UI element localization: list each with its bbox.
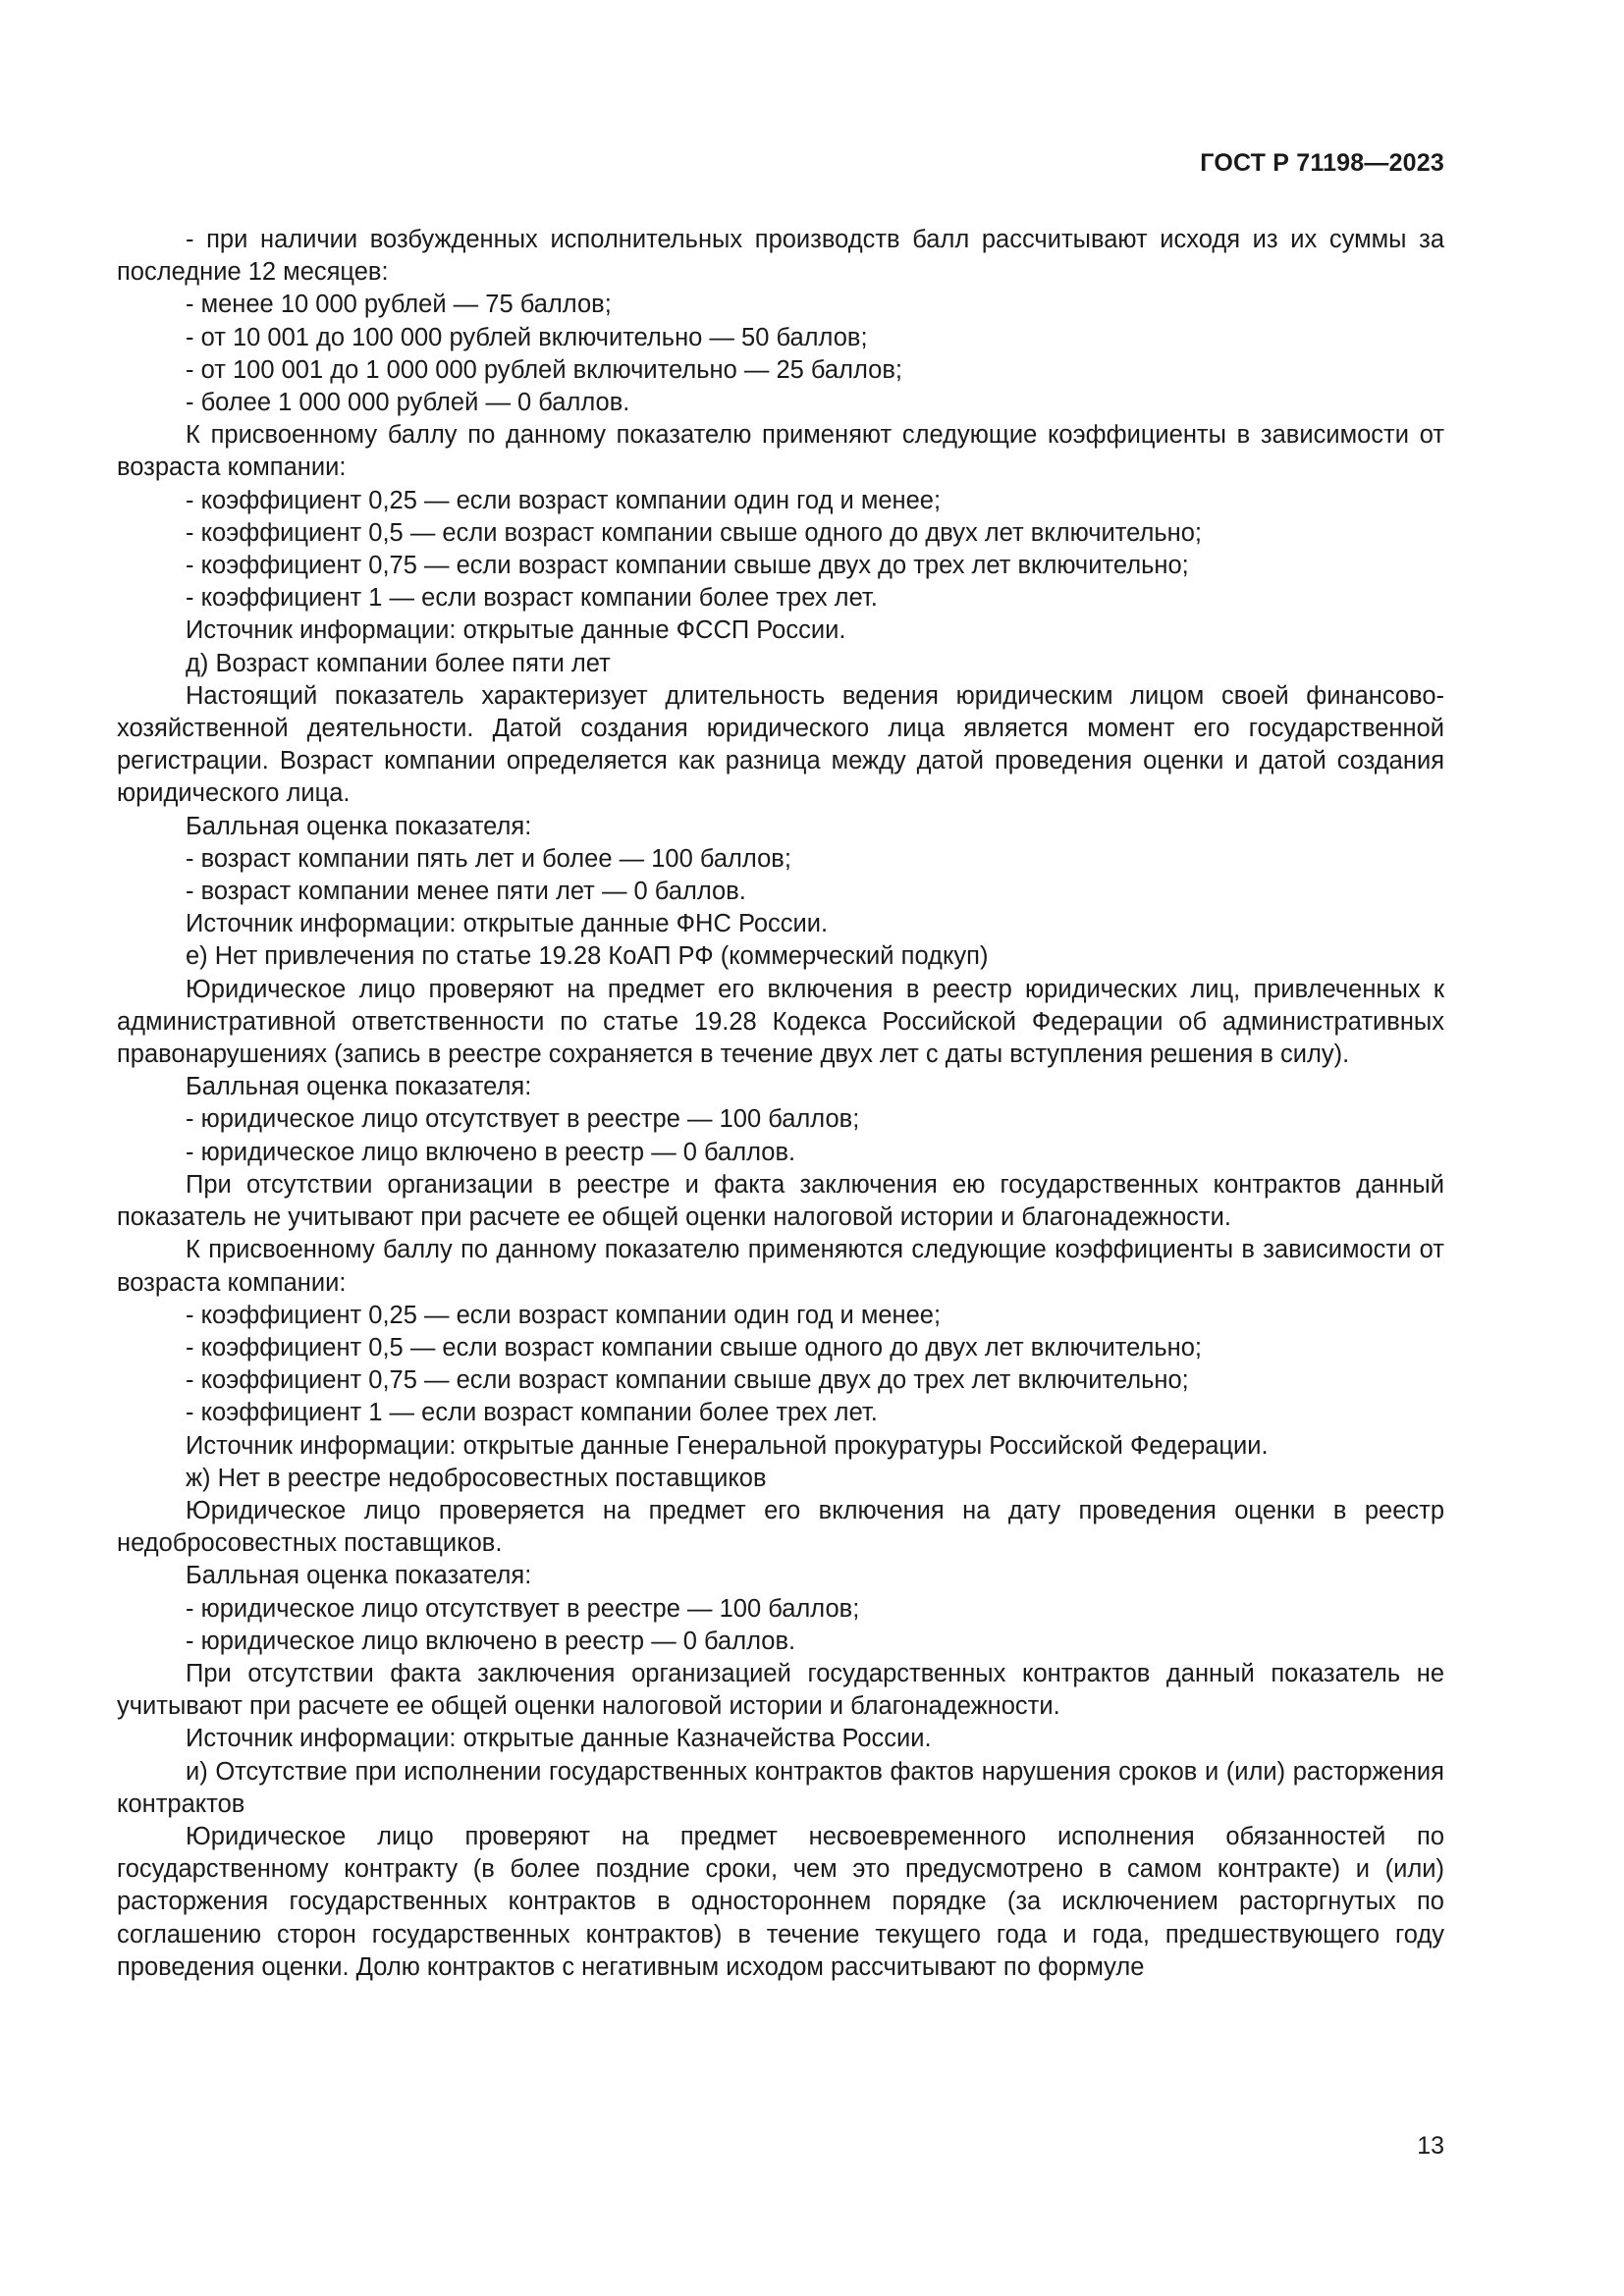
body-paragraph: К присвоенному баллу по данному показателю применяют следующие коэффициенты в зависимости от возраста компании:	[117, 421, 1444, 482]
body-paragraph: Источник информации: открытые данные Генеральной прокуратуры Российской Федерации.	[186, 1431, 1269, 1460]
body-paragraph: - от 10 001 до 100 000 рублей включительно — 50 баллов;	[186, 323, 868, 351]
body-paragraph: д) Возраст компании более пяти лет	[186, 649, 611, 677]
body-paragraph: - коэффициент 0,25 — если возраст компании один год и менее;	[186, 1301, 942, 1329]
body-paragraph: - юридическое лицо включено в реестр — 0 баллов.	[186, 1627, 796, 1655]
body-paragraph: Юридическое лицо проверяется на предмет его включения на дату проведения оценки в реестр недобросовестных поставщиков.	[117, 1496, 1444, 1558]
body-paragraph: - при наличии возбужденных исполнительных производств балл рассчитывают исходя из их суммы за последние 12 месяцев:	[117, 226, 1444, 287]
body-paragraph: Балльная оценка показателя:	[186, 812, 532, 840]
body-paragraph: Балльная оценка показателя:	[186, 1562, 532, 1590]
body-paragraph: - юридическое лицо включено в реестр — 0 баллов.	[186, 1138, 796, 1166]
document-header-standard: ГОСТ Р 71198—2023	[1200, 149, 1444, 177]
body-paragraph: - возраст компании менее пяти лет — 0 баллов.	[186, 878, 746, 906]
page-number: 13	[1417, 2132, 1444, 2160]
body-paragraph: - коэффициент 0,75 — если возраст компании свыше двух до трех лет включительно;	[186, 1366, 1189, 1395]
body-paragraph: При отсутствии факта заключения организацией государственных контрактов данный показатель не учитывают при расчете ее общей оценки налоговой истории и благонадежности.	[117, 1659, 1444, 1721]
body-paragraph: - коэффициент 0,75 — если возраст компании свыше двух до трех лет включительно;	[186, 552, 1189, 580]
body-paragraph: - юридическое лицо отсутствует в реестре — 100 баллов;	[186, 1594, 860, 1623]
body-paragraph: - менее 10 000 рублей — 75 баллов;	[186, 291, 612, 319]
body-paragraph: Источник информации: открытые данные Казначейства России.	[186, 1725, 932, 1753]
body-paragraph: Юридическое лицо проверяют на предмет его включения в реестр юридических лиц, привлеченных к административной ответственности по статье 19.28 Кодекса Российской Федерации об административных правонарушениях (запись в реестре сохраняется в течение двух лет с даты вступления решения в силу).	[117, 975, 1444, 1069]
body-paragraph: - коэффициент 0,5 — если возраст компании свыше одного до двух лет включительно;	[186, 518, 1202, 547]
body-paragraph: - коэффициент 1 — если возраст компании более трех лет.	[186, 1399, 878, 1427]
body-paragraph: е) Нет привлечения по статье 19.28 КоАП РФ (коммерческий подкуп)	[186, 942, 989, 971]
body-paragraph: К присвоенному баллу по данному показателю применяются следующие коэффициенты в зависимости от возраста компании:	[117, 1236, 1444, 1297]
body-paragraph: - возраст компании пять лет и более — 100 баллов;	[186, 844, 791, 873]
body-paragraph: Юридическое лицо проверяют на предмет несвоевременного исполнения обязанностей по государственному контракту (в более поздние сроки, чем это предусмотрено в самом контракте) и (или) расторжения государственных контрактов в одностороннем порядке (за исключением расторгнутых по соглашению сторон государственных контрактов) в течение текущего года и года, предшествующего году проведения оценки. Долю контрактов с негативным исходом рассчитывают по формуле	[117, 1822, 1444, 1981]
document-body	[117, 224, 1444, 1984]
body-paragraph: Источник информации: открытые данные ФНС России.	[186, 910, 829, 938]
body-paragraph: - юридическое лицо отсутствует в реестре — 100 баллов;	[186, 1105, 860, 1134]
body-paragraph: и) Отсутствие при исполнении государственных контрактов фактов нарушения сроков и (или) расторжения контрактов	[117, 1757, 1444, 1818]
body-paragraph: ж) Нет в реестре недобросовестных поставщиков	[186, 1464, 767, 1492]
body-paragraph: Настоящий показатель характеризует длительность ведения юридическим лицом своей финансово-хозяйственной деятельности. Датой создания юридического лица является момент его государственной регистрации. Возраст компании определяется как разница между датой проведения оценки и датой создания юридического лица.	[117, 681, 1444, 808]
body-paragraph: При отсутствии организации в реестре и факта заключения ею государственных контрактов данный показатель не учитывают при расчете ее общей оценки налоговой истории и благонадежности.	[117, 1170, 1444, 1232]
body-paragraph: Источник информации: открытые данные ФССП России.	[186, 616, 846, 645]
body-paragraph: - более 1 000 000 рублей — 0 баллов.	[186, 389, 630, 417]
body-paragraph: Балльная оценка показателя:	[186, 1073, 532, 1101]
body-paragraph: - коэффициент 0,5 — если возраст компании свыше одного до двух лет включительно;	[186, 1333, 1202, 1362]
body-paragraph: - от 100 001 до 1 000 000 рублей включительно — 25 баллов;	[186, 355, 902, 384]
body-paragraph: - коэффициент 0,25 — если возраст компании один год и менее;	[186, 486, 942, 514]
body-paragraph: - коэффициент 1 — если возраст компании более трех лет.	[186, 584, 878, 613]
